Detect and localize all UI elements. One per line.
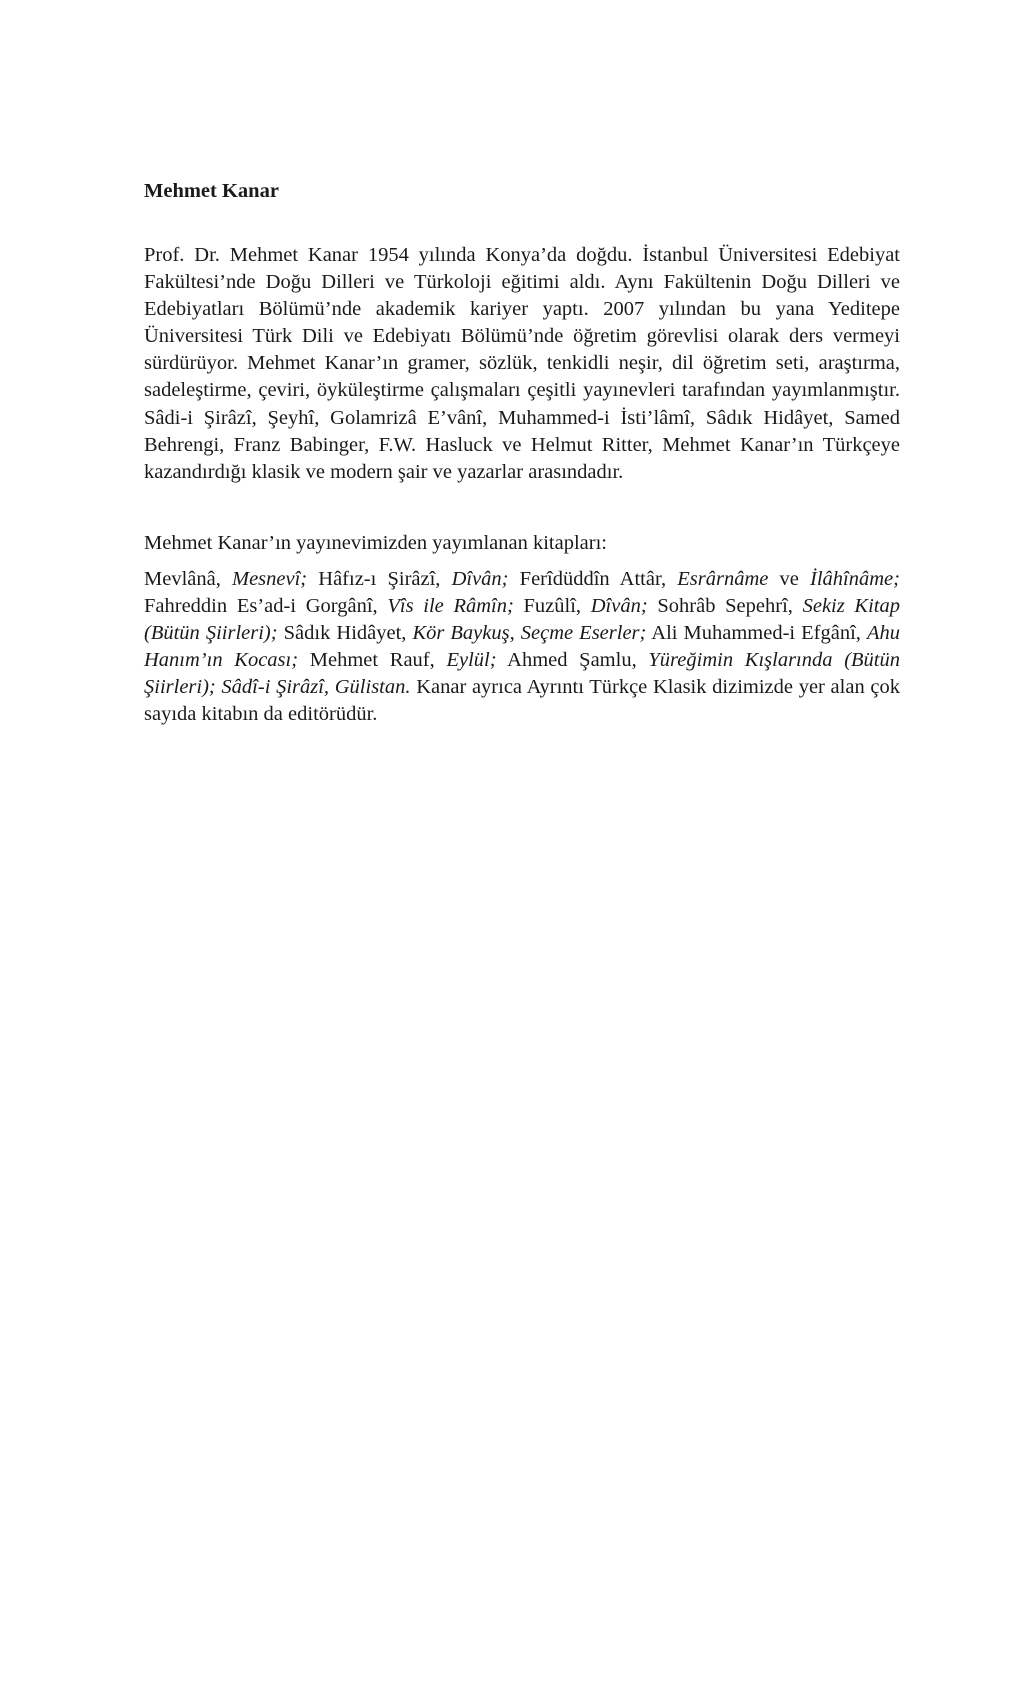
book-author-text: Kanar ayrıca Ayrıntı Türkçe Klasik dizimizde yer alan çok sayıda kitabın da editörüdür. bbox=[144, 676, 900, 726]
book-title: Dîvân; bbox=[590, 594, 648, 617]
book-author-text: Mevlânâ, bbox=[144, 567, 232, 590]
book-author-text: Fahreddin Es’ad-i Gorgânî, bbox=[144, 594, 388, 617]
book-author-text: Fuzûlî, bbox=[513, 594, 591, 617]
books-intro: Mehmet Kanar’ın yayınevimizden yayımlanan kitapları: bbox=[144, 531, 607, 554]
book-title: Kör Baykuş, Seçme Eserler; bbox=[412, 622, 647, 645]
book-author-text: Sâdık Hidâyet, bbox=[277, 622, 413, 645]
author-biography: Prof. Dr. Mehmet Kanar 1954 yılında Konya’da doğdu. İstanbul Üniversitesi Edebiyat Fakültesi’nde Doğu Dilleri ve Türkoloji eğitimi aldı. Aynı Fakültenin Doğu Dilleri ve Edebiyatları Bölümü’nde akademik kariyer yaptı. 2007 yılından bu yana Yeditepe Üniversitesi Türk Dili ve Edebiyatı Bölümü’nde öğretim görevlisi olarak ders vermeyi sürdürüyor. Mehmet Kanar’ın gramer, sözlük, tenkidli neşir, dil öğretim seti, araştırma, sadeleştirme, çeviri, öyküleştirme çalışmaları çeşitli yayınevleri tarafından yayımlanmıştır. Sâdi-i Şirâzî, Şeyhî, Golamrizâ E’vânî, Muhammed-i İsti’lâmî, Sâdık Hidâyet, Samed Behrengi, Franz Babinger, F.W. Hasluck ve Helmut Ritter, Mehmet Kanar’ın Türkçeye kazandırdığı klasik ve modern şair ve yazarlar arasındadır. bbox=[144, 244, 900, 483]
book-author-text: Sohrâb Sepehrî, bbox=[647, 594, 803, 617]
book-title: Dîvân; bbox=[451, 567, 509, 590]
book-title: Mesnevî; bbox=[232, 567, 308, 590]
book-title: Esrârnâme bbox=[677, 567, 769, 590]
book-author-text: Hâfız-ı Şirâzî, bbox=[307, 567, 452, 590]
book-author-text: Mehmet Rauf, bbox=[298, 649, 447, 672]
book-title: Vîs ile Râmîn; bbox=[387, 594, 514, 617]
book-author-text: ve bbox=[768, 567, 811, 590]
book-title: Sekiz Kitap (Bütün Şiirleri); bbox=[144, 594, 900, 645]
books-list bbox=[144, 566, 900, 729]
book-author-text: Ahmed Şamlu, bbox=[496, 649, 649, 672]
book-title: Eylül; bbox=[446, 649, 497, 672]
book-title: Ahu Hanım’ın Kocası; bbox=[144, 622, 900, 672]
author-name: Mehmet Kanar bbox=[144, 180, 279, 202]
book-author-text: Ferîdüddîn Attâr, bbox=[508, 567, 678, 590]
book-author-text: Ali Muhammed-i Efgânî, bbox=[646, 622, 867, 645]
book-title: İlâhînâme; bbox=[810, 567, 900, 590]
book-title: Yüreğimin Kışlarında (Bütün Şiirleri); Sâdî-i Şirâzî, Gülistan. bbox=[144, 649, 900, 699]
page-content bbox=[144, 176, 900, 728]
